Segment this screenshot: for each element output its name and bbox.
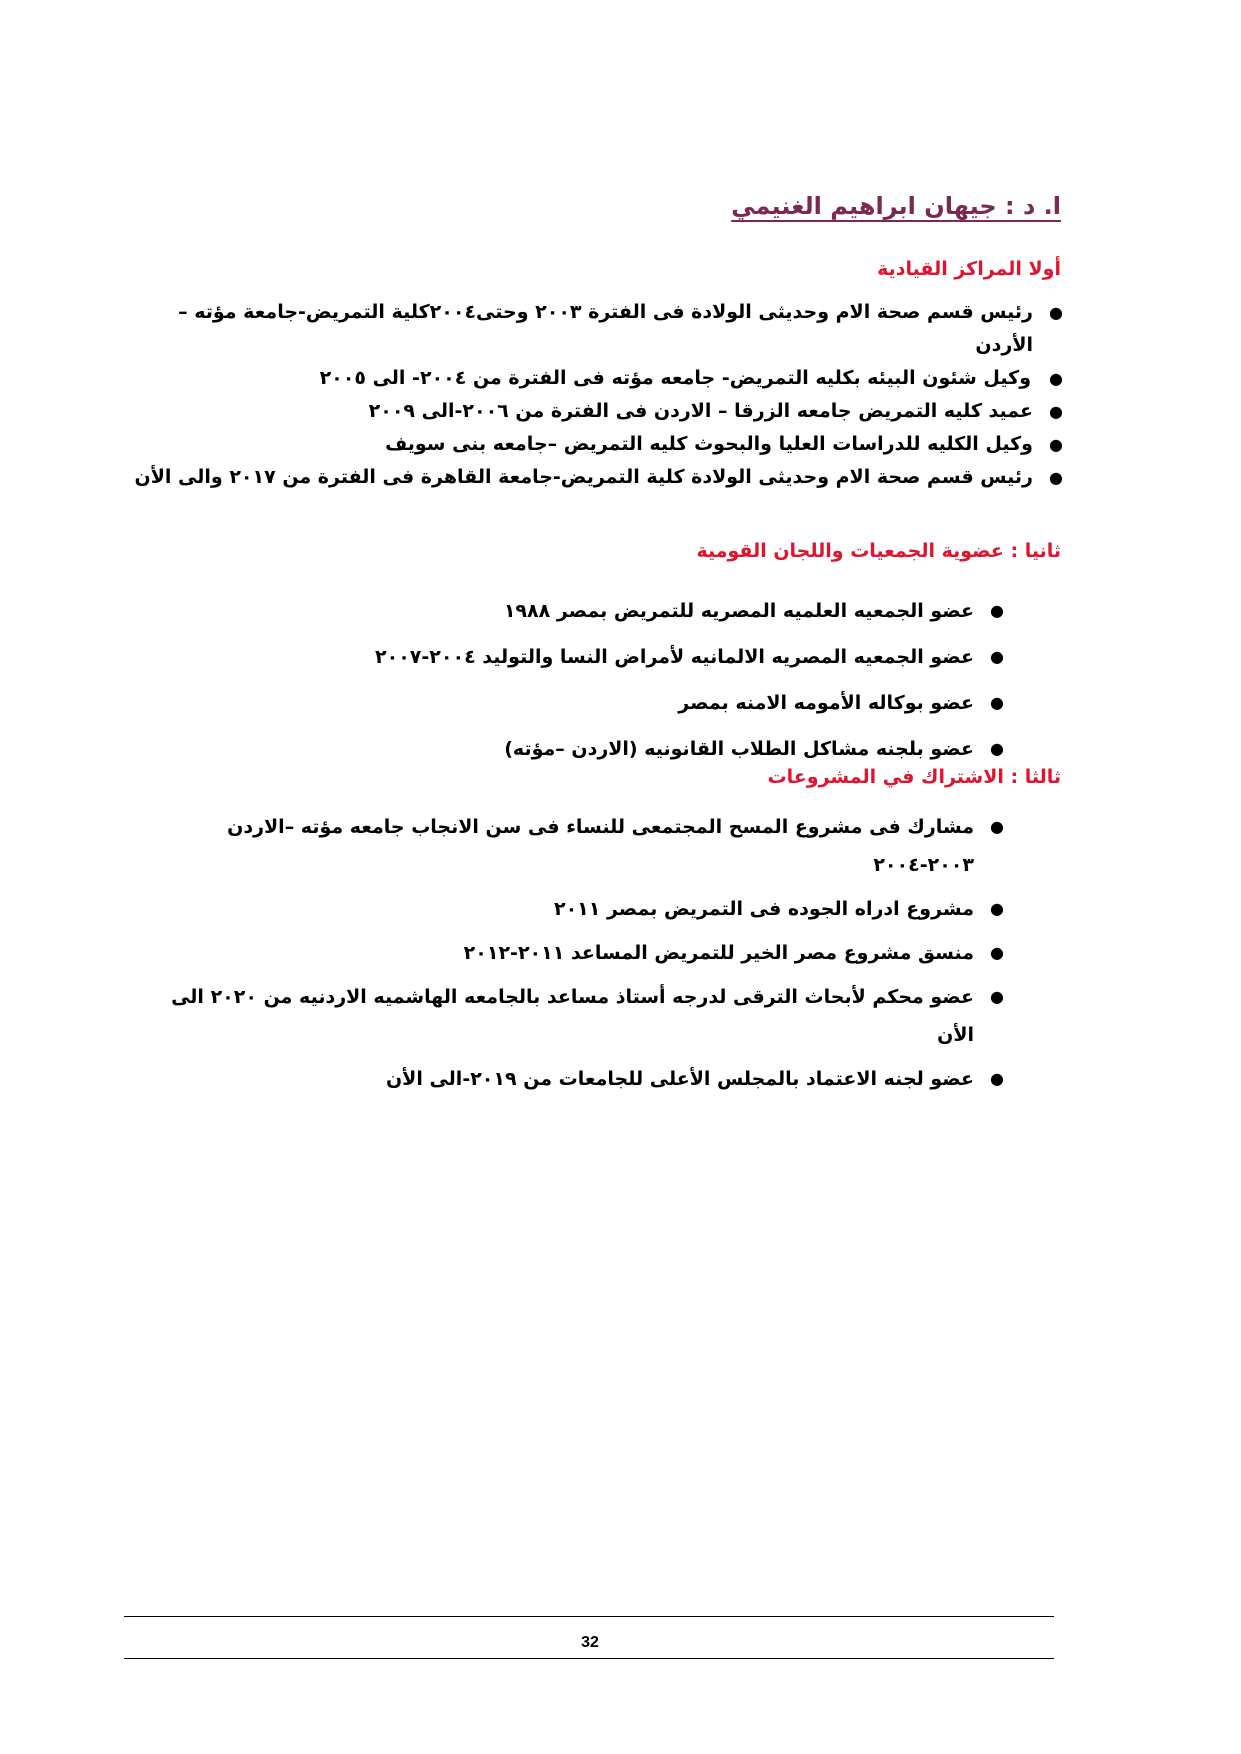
bullet-icon: ● bbox=[990, 943, 1004, 962]
projects-list bbox=[124, 808, 1004, 1104]
footer-top-rule bbox=[124, 1616, 1054, 1617]
bullet-icon: ● bbox=[1049, 369, 1063, 388]
bullet-icon: ● bbox=[1049, 435, 1063, 454]
leadership-list bbox=[124, 296, 1063, 494]
list-item-text: رئيس قسم صحة الام وحديثى الولادة فى الفترة ٢٠٠٣ وحتى٢٠٠٤كلية التمريض-جامعة مؤته – الأردن bbox=[178, 301, 1033, 356]
list-item-text: عضو الجمعيه المصريه الالمانيه لأمراض النسا والتوليد ٢٠٠٤-٢٠٠٧ bbox=[375, 646, 974, 668]
list-item bbox=[124, 808, 1004, 884]
list-item-text: عضو محكم لأبحاث الترقى لدرجه أستاذ مساعد بالجامعه الهاشميه الاردنيه من ٢٠٢٠ الى الأن bbox=[171, 986, 974, 1046]
list-item-text: عميد كليه التمريض جامعه الزرقا – الاردن فى الفترة من ٢٠٠٦-الى ٢٠٠٩ bbox=[368, 400, 1033, 422]
list-item-text: عضو بوكاله الأمومه الامنه بمصر bbox=[678, 692, 974, 714]
list-item bbox=[124, 362, 1063, 395]
page-title: ا. د : جيهان ابراهيم الغنيمي bbox=[731, 192, 1061, 220]
bullet-icon: ● bbox=[1049, 468, 1063, 487]
list-item bbox=[124, 890, 1004, 928]
list-item-text: رئيس قسم صحة الام وحديثى الولادة كلية التمريض-جامعة القاهرة فى الفترة من ٢٠١٧ والى الأن bbox=[134, 466, 1033, 488]
list-item bbox=[260, 680, 1004, 726]
list-item bbox=[124, 296, 1063, 362]
section-heading-projects: ثالثا : الاشتراك في المشروعات bbox=[767, 766, 1061, 788]
bullet-icon: ● bbox=[990, 817, 1004, 836]
bullet-icon: ● bbox=[990, 739, 1004, 758]
page-number: 32 bbox=[581, 1634, 599, 1651]
list-item-text: وكيل شئون البيئه بكليه التمريض- جامعه مؤته فى الفترة من ٢٠٠٤- الى ٢٠٠٥ bbox=[319, 367, 1031, 389]
list-item-text: عضو الجمعيه العلميه المصريه للتمريض بمصر ١٩٨٨ bbox=[503, 600, 974, 622]
list-item bbox=[260, 634, 1004, 680]
list-item-text: مشارك فى مشروع المسح المجتمعى للنساء فى سن الانجاب جامعه مؤته –الاردن ٢٠٠٣-٢٠٠٤ bbox=[227, 816, 974, 876]
list-item bbox=[124, 395, 1063, 428]
section-heading-leadership: أولا المراكز القيادية bbox=[877, 258, 1061, 280]
footer-bottom-rule bbox=[124, 1658, 1054, 1659]
list-item bbox=[164, 978, 1004, 1054]
bullet-icon: ● bbox=[990, 987, 1004, 1006]
list-item-text: مشروع ادراه الجوده فى التمريض بمصر ٢٠١١ bbox=[553, 898, 974, 920]
list-item bbox=[124, 461, 1063, 494]
section-heading-memberships: ثانيا : عضوية الجمعيات واللجان القومية bbox=[696, 540, 1061, 562]
bullet-icon: ● bbox=[1049, 303, 1063, 322]
memberships-list bbox=[260, 588, 1004, 772]
list-item-text: منسق مشروع مصر الخير للتمريض المساعد ٢٠١١-٢٠١٢ bbox=[463, 942, 974, 964]
list-item bbox=[260, 588, 1004, 634]
list-item bbox=[124, 934, 1004, 972]
bullet-icon: ● bbox=[990, 693, 1004, 712]
bullet-icon: ● bbox=[990, 1069, 1004, 1088]
bullet-icon: ● bbox=[1049, 402, 1063, 421]
list-item-text: وكيل الكليه للدراسات العليا والبحوث كليه التمريض –جامعه بنى سويف bbox=[385, 433, 1033, 455]
list-item-text: عضو لجنه الاعتماد بالمجلس الأعلى للجامعات من ٢٠١٩-الى الأن bbox=[385, 1068, 974, 1090]
list-item bbox=[124, 1060, 1004, 1098]
bullet-icon: ● bbox=[990, 647, 1004, 666]
list-item bbox=[124, 428, 1063, 461]
bullet-icon: ● bbox=[990, 601, 1004, 620]
bullet-icon: ● bbox=[990, 899, 1004, 918]
list-item-text: عضو بلجنه مشاكل الطلاب القانونيه (الاردن –مؤته) bbox=[504, 738, 974, 760]
